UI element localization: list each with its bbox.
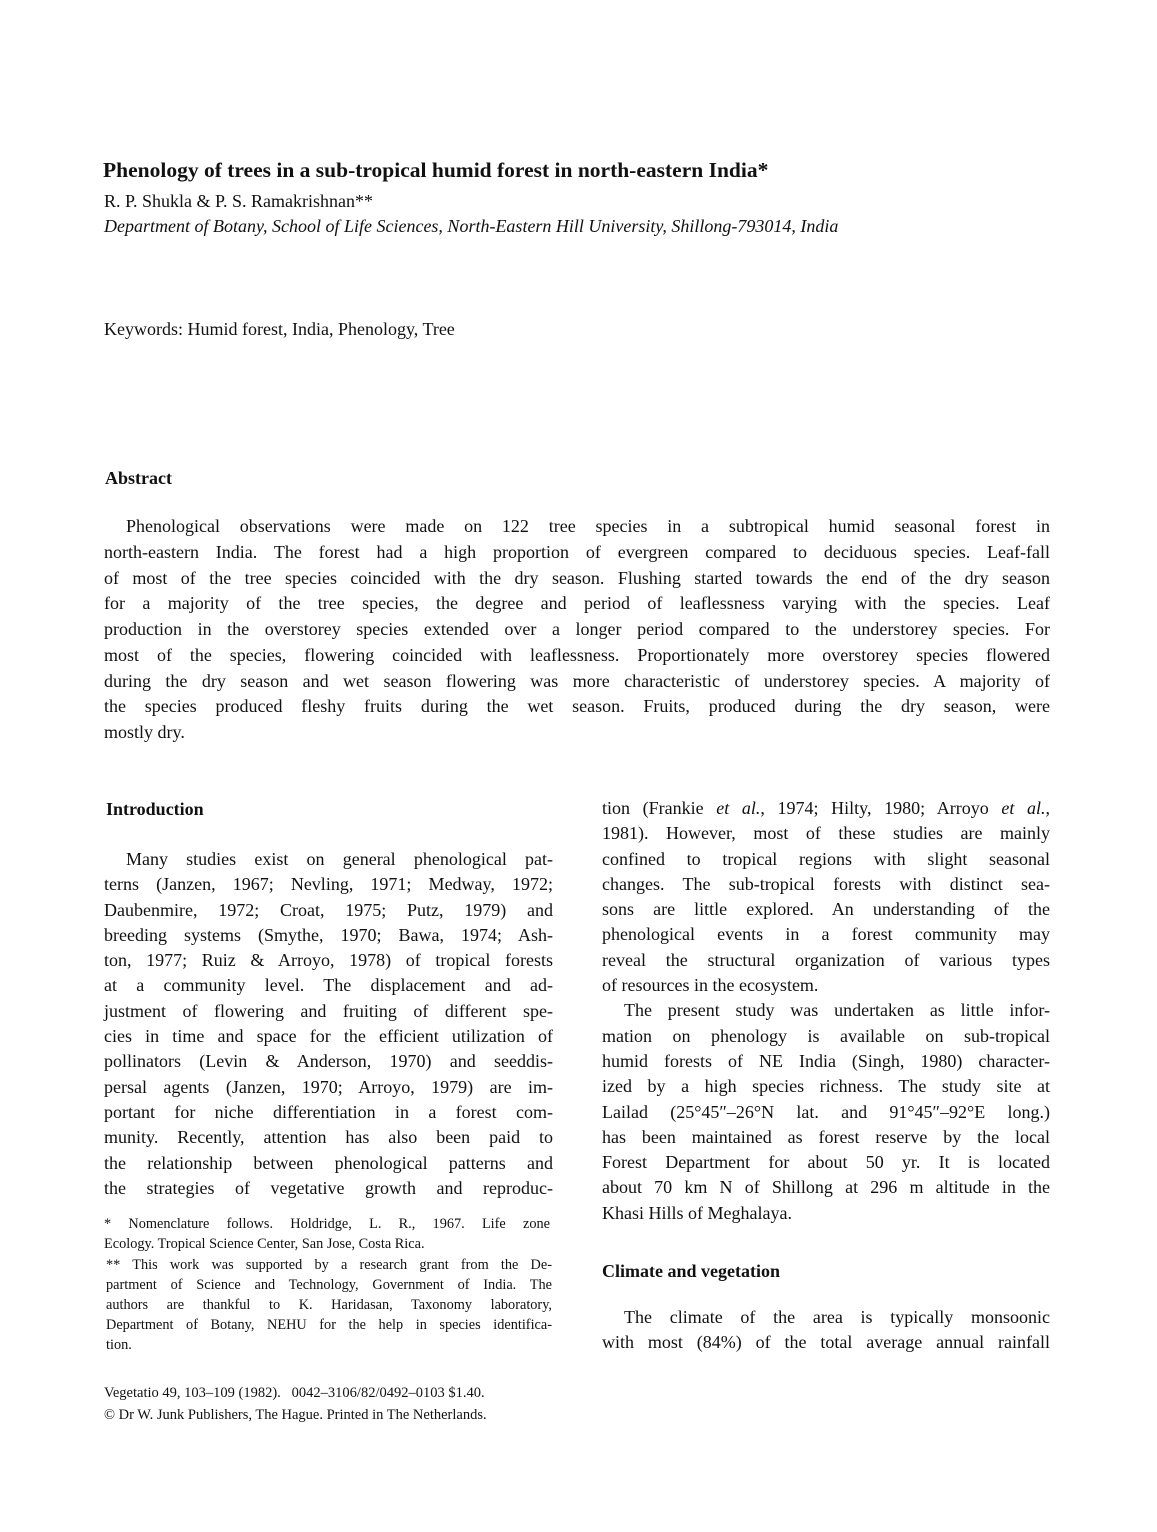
text-line [602, 796, 1050, 821]
text-line: partment of Science and Technology, Government of India. The [106, 1277, 552, 1293]
text-line: Khasi Hills of Meghalaya. [602, 1202, 792, 1223]
introduction-right-column [602, 796, 1050, 1226]
text-line: the species produced fleshy fruits during the wet season. Fruits, produced during the dry season, were [104, 696, 1050, 717]
climate-heading: Climate and vegetation [602, 1261, 780, 1281]
text-line: persal agents (Janzen, 1970; Arroyo, 1979) are im- [104, 1076, 553, 1097]
copyright-line: © Dr W. Junk Publishers, The Hague. Printed in The Netherlands. [104, 1407, 487, 1423]
text-line: breeding systems (Smythe, 1970; Bawa, 1974; Ash- [104, 924, 553, 945]
text-line: most of the species, flowering coincided with leaflessness. Proportionately more overstorey species flowered [104, 644, 1050, 665]
introduction-left-column [104, 847, 553, 1201]
climate-text [602, 1305, 1050, 1356]
text-line: justment of flowering and fruiting of different spe- [104, 1000, 553, 1021]
text-line: The climate of the area is typically monsoonic [624, 1307, 1050, 1327]
text-segment: et al. [716, 798, 761, 818]
text-line: with most (84%) of the total average annual rainfall [602, 1332, 1050, 1353]
text-line: sons are little explored. An understanding of the [602, 899, 1050, 920]
authors: R. P. Shukla & P. S. Ramakrishnan** [104, 191, 374, 211]
text-line: confined to tropical regions with slight seasonal [602, 848, 1050, 869]
text-line: mation on phenology is available on sub-tropical [602, 1025, 1050, 1046]
text-line: cies in time and space for the efficient utilization of [104, 1026, 553, 1047]
text-line: the relationship between phenological patterns and [104, 1152, 553, 1173]
text-line: production in the overstorey species extended over a longer period compared to the understorey species. For [104, 619, 1050, 639]
text-line: terns (Janzen, 1967; Nevling, 1971; Medway, 1972; [104, 874, 553, 895]
text-line: at a community level. The displacement and ad- [104, 975, 553, 996]
keywords: Keywords: Humid forest, India, Phenology, Tree [104, 319, 455, 339]
text-line: authors are thankful to K. Haridasan, Taxonomy laboratory, [106, 1297, 552, 1313]
text-line: ized by a high species richness. The study site at [602, 1076, 1050, 1097]
text-line: for a majority of the tree species, the degree and period of leaflessness varying with the species. Leaf [104, 593, 1050, 614]
text-segment: et al. [1001, 798, 1046, 818]
text-line: of resources in the ecosystem. [602, 975, 819, 996]
text-segment: tion (Frankie [602, 798, 717, 818]
text-line: phenological events in a forest community may [602, 924, 1050, 945]
text-line: Ecology. Tropical Science Center, San Jose, Costa Rica. [104, 1236, 425, 1252]
text-line: pollinators (Levin & Anderson, 1970) and seeddis- [104, 1051, 553, 1072]
text-line: changes. The sub-tropical forests with distinct sea- [602, 873, 1050, 894]
text-line: Department of Botany, NEHU for the help in species identifica- [106, 1317, 552, 1333]
text-line: munity. Recently, attention has also been paid to [104, 1127, 553, 1148]
affiliation: Department of Botany, School of Life Sciences, North-Eastern Hill University, Shillong-793014, India [104, 216, 839, 236]
text-line: Many studies exist on general phenological pat- [126, 849, 553, 869]
text-line: 1981). However, most of these studies are mainly [602, 823, 1050, 844]
footnote-nomenclature [104, 1214, 550, 1254]
text-line: mostly dry. [104, 722, 185, 742]
footnote-funding [106, 1255, 552, 1355]
text-line: during the dry season and wet season flowering was more characteristic of understorey species. A majority of [104, 670, 1050, 691]
text-line: of most of the tree species coincided with the dry season. Flushing started towards the end of the dry season [104, 567, 1050, 588]
paper-title: Phenology of trees in a sub-tropical humid forest in north-eastern India* [103, 158, 769, 182]
text-line: ton, 1977; Ruiz & Arroyo, 1978) of tropical forests [104, 950, 553, 971]
text-line: humid forests of NE India (Singh, 1980) character- [602, 1050, 1050, 1071]
text-line: north-eastern India. The forest had a high proportion of evergreen compared to deciduous species. Leaf-fall [104, 541, 1050, 562]
introduction-heading: Introduction [106, 799, 204, 819]
text-line: has been maintained as forest reserve by the local [602, 1126, 1050, 1147]
abstract-text [104, 514, 1050, 746]
text-line: reveal the structural organization of various types [602, 949, 1050, 970]
text-line: Daubenmire, 1972; Croat, 1975; Putz, 1979) and [104, 899, 553, 920]
text-line: tion. [106, 1337, 132, 1353]
text-line: ** This work was supported by a research grant from the De- [106, 1257, 552, 1273]
text-line: Lailad (25°45″–26°N lat. and 91°45″–92°E long.) [602, 1101, 1050, 1122]
journal-citation: Vegetatio 49, 103–109 (1982). 0042–3106/82/0492–0103 $1.40. [104, 1385, 485, 1401]
text-line: The present study was undertaken as little infor- [624, 1000, 1050, 1021]
abstract-heading: Abstract [105, 468, 172, 488]
text-line: about 70 km N of Shillong at 296 m altitude in the [602, 1177, 1050, 1198]
text-line: portant for niche differentiation in a forest com- [104, 1101, 553, 1122]
text-line: Forest Department for about 50 yr. It is located [602, 1152, 1050, 1173]
text-segment: , 1974; Hilty, 1980; Arroyo [760, 798, 1002, 818]
text-segment: , [1045, 798, 1050, 818]
text-line: Phenological observations were made on 122 tree species in a subtropical humid seasonal forest in [126, 516, 1050, 536]
text-line: * Nomenclature follows. Holdridge, L. R., 1967. Life zone [104, 1216, 550, 1232]
text-line: the strategies of vegetative growth and reproduc- [104, 1177, 553, 1198]
